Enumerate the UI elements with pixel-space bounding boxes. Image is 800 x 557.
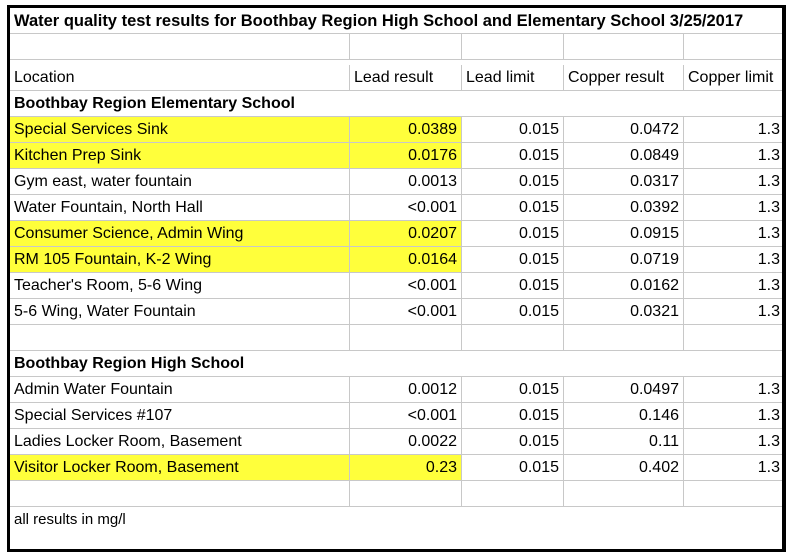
copper-result-cell[interactable]: 0.0915 — [564, 221, 684, 246]
location-cell[interactable]: Special Services Sink — [10, 117, 350, 142]
location-cell[interactable]: Visitor Locker Room, Basement — [10, 455, 350, 480]
location-cell[interactable]: Water Fountain, North Hall — [10, 195, 350, 220]
copper-result-cell[interactable]: 0.0719 — [564, 247, 684, 272]
lead-limit-cell[interactable]: 0.015 — [462, 273, 564, 298]
location-cell[interactable]: Admin Water Fountain — [10, 377, 350, 402]
title-row — [10, 8, 784, 34]
copper-result-cell[interactable]: 0.0317 — [564, 169, 684, 194]
lead-limit-cell[interactable]: 0.015 — [462, 299, 564, 324]
table-row — [10, 195, 784, 221]
copper-limit-cell[interactable]: 1.3 — [757, 251, 780, 268]
lead-result-cell[interactable]: 0.0176 — [350, 143, 462, 168]
section-row — [10, 351, 784, 377]
location-cell[interactable]: 5-6 Wing, Water Fountain — [10, 299, 350, 324]
lead-result-cell[interactable]: 0.0389 — [350, 117, 462, 142]
location-cell[interactable]: Consumer Science, Admin Wing — [10, 221, 350, 246]
lead-result-cell[interactable]: <0.001 — [350, 195, 462, 220]
table-row — [10, 273, 784, 299]
table-row — [10, 117, 784, 143]
column-header-copper-result[interactable]: Copper result — [564, 65, 684, 90]
table-row — [10, 221, 784, 247]
copper-limit-cell[interactable]: 1.3 — [757, 199, 780, 216]
header-row — [10, 65, 784, 91]
copper-result-cell[interactable]: 0.0472 — [564, 117, 684, 142]
lead-result-cell[interactable]: <0.001 — [350, 299, 462, 324]
empty-row — [10, 481, 784, 507]
copper-result-cell[interactable]: 0.0849 — [564, 143, 684, 168]
lead-result-cell[interactable]: 0.0022 — [350, 429, 462, 454]
copper-limit-cell[interactable]: 1.3 — [757, 459, 780, 476]
column-header-lead-result[interactable]: Lead result — [350, 65, 462, 90]
footnote[interactable]: all results in mg/l — [14, 511, 126, 528]
lead-result-cell[interactable]: 0.23 — [350, 455, 462, 480]
lead-limit-cell[interactable]: 0.015 — [462, 403, 564, 428]
lead-limit-cell[interactable]: 0.015 — [462, 429, 564, 454]
table-row — [10, 429, 784, 455]
table-row — [10, 403, 784, 429]
copper-result-cell[interactable]: 0.146 — [564, 403, 684, 428]
lead-result-cell[interactable]: <0.001 — [350, 273, 462, 298]
copper-result-cell[interactable]: 0.11 — [564, 429, 684, 454]
lead-limit-cell[interactable]: 0.015 — [462, 247, 564, 272]
empty-row — [10, 325, 784, 351]
table-row — [10, 377, 784, 403]
lead-limit-cell[interactable]: 0.015 — [462, 455, 564, 480]
copper-limit-cell[interactable]: 1.3 — [757, 303, 780, 320]
column-header-copper-limit[interactable]: Copper limit — [688, 69, 774, 86]
location-cell[interactable]: Special Services #107 — [10, 403, 350, 428]
copper-result-cell[interactable]: 0.0162 — [564, 273, 684, 298]
cell[interactable] — [564, 481, 684, 506]
copper-limit-cell[interactable]: 1.3 — [757, 173, 780, 190]
cell[interactable] — [564, 34, 684, 59]
location-cell[interactable]: Ladies Locker Room, Basement — [10, 429, 350, 454]
section-title[interactable]: Boothbay Region High School — [14, 355, 245, 372]
column-header-lead-limit[interactable]: Lead limit — [462, 65, 564, 90]
table-title[interactable]: Water quality test results for Boothbay Region High School and Elementary School 3/25/2017 — [14, 12, 744, 30]
cell[interactable] — [10, 34, 350, 59]
copper-limit-cell[interactable]: 1.3 — [757, 121, 780, 138]
copper-limit-cell[interactable]: 1.3 — [757, 433, 780, 450]
footnote-row — [10, 507, 784, 533]
lead-result-cell[interactable]: 0.0207 — [350, 221, 462, 246]
location-cell[interactable]: RM 105 Fountain, K-2 Wing — [10, 247, 350, 272]
cell[interactable] — [462, 481, 564, 506]
lead-limit-cell[interactable]: 0.015 — [462, 117, 564, 142]
lead-result-cell[interactable]: <0.001 — [350, 403, 462, 428]
copper-result-cell[interactable]: 0.0497 — [564, 377, 684, 402]
lead-result-cell[interactable]: 0.0012 — [350, 377, 462, 402]
cell[interactable] — [684, 34, 784, 59]
cell[interactable] — [684, 481, 784, 506]
section-title[interactable]: Boothbay Region Elementary School — [14, 95, 295, 112]
cell[interactable] — [350, 34, 462, 59]
table-row — [10, 169, 784, 195]
lead-limit-cell[interactable]: 0.015 — [462, 377, 564, 402]
cell[interactable] — [10, 481, 350, 506]
copper-limit-cell[interactable]: 1.3 — [757, 381, 780, 398]
cell[interactable] — [10, 325, 350, 350]
location-cell[interactable]: Kitchen Prep Sink — [10, 143, 350, 168]
cell[interactable] — [564, 325, 684, 350]
lead-result-cell[interactable]: 0.0164 — [350, 247, 462, 272]
lead-result-cell[interactable]: 0.0013 — [350, 169, 462, 194]
copper-result-cell[interactable]: 0.402 — [564, 455, 684, 480]
copper-result-cell[interactable]: 0.0392 — [564, 195, 684, 220]
empty-row — [10, 34, 784, 60]
copper-limit-cell[interactable]: 1.3 — [757, 147, 780, 164]
lead-limit-cell[interactable]: 0.015 — [462, 195, 564, 220]
cell[interactable] — [350, 325, 462, 350]
location-cell[interactable]: Teacher's Room, 5-6 Wing — [10, 273, 350, 298]
copper-limit-cell[interactable]: 1.3 — [757, 407, 780, 424]
cell[interactable] — [684, 325, 784, 350]
cell[interactable] — [462, 34, 564, 59]
table-row — [10, 247, 784, 273]
copper-limit-cell[interactable]: 1.3 — [757, 225, 780, 242]
column-header-location[interactable]: Location — [10, 65, 350, 90]
cell[interactable] — [462, 325, 564, 350]
table-row — [10, 455, 784, 481]
copper-result-cell[interactable]: 0.0321 — [564, 299, 684, 324]
lead-limit-cell[interactable]: 0.015 — [462, 221, 564, 246]
copper-limit-cell[interactable]: 1.3 — [757, 277, 780, 294]
section-row — [10, 91, 784, 117]
table-row — [10, 299, 784, 325]
lead-limit-cell[interactable]: 0.015 — [462, 169, 564, 194]
table-row — [10, 143, 784, 169]
cell[interactable] — [350, 481, 462, 506]
lead-limit-cell[interactable]: 0.015 — [462, 143, 564, 168]
location-cell[interactable]: Gym east, water fountain — [10, 169, 350, 194]
